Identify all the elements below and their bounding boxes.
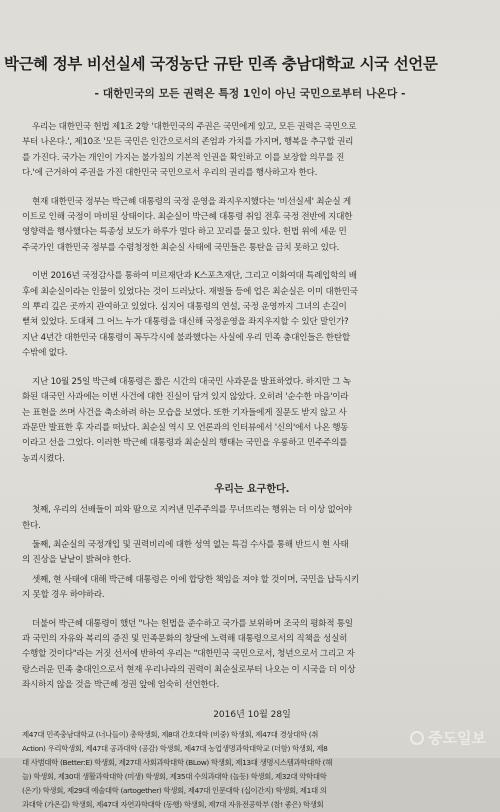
document-body <box>22 120 482 812</box>
text-line: 는 표현을 쓰며 사건을 축소하려 하는 모습을 보였다. 또한 기자들에게 질문도 받지 않고 사 <box>22 407 347 418</box>
text-line: 과문만 발표한 후 자리를 떠났다. 최순실 역시 모 언론과의 인터뷰에서 '신의'에서 나온 행동 <box>22 422 349 433</box>
closing-paragraph <box>22 617 482 694</box>
demands-list <box>22 503 482 603</box>
watermark-logo-icon <box>410 731 424 745</box>
text-line: 를 가진다. 국가는 개인이 가지는 불가침의 기본적 인권을 확인하고 이를 보장할 의무를 진 <box>22 152 345 163</box>
text-line: 지난 10월 25일 박근혜 대통령은 짧은 시간의 대국민 사과문을 발표하였다. 하지만 그 녹 <box>32 376 351 387</box>
statement-paragraph <box>22 120 482 182</box>
text-line: 첫째, 우리의 선배들이 피와 땀으로 지켜낸 민주주의를 무너뜨리는 행위는 더 이상 없어야 <box>32 505 352 516</box>
document-subtitle: - 대한민국의 모든 권력은 특정 1인이 아닌 국민으로부터 나온다 - <box>94 87 406 100</box>
statement-paragraphs <box>22 120 482 467</box>
text-line: 한다. <box>22 520 41 531</box>
text-line: 좌시하지 않을 것을 박근혜 정권 앞에 엄숙히 선언한다. <box>22 680 219 691</box>
text-line: 의 뿌리 깊은 곳까지 관여하고 있었다. 심지어 대통령의 연설, 국정 운영까지 그녀의 손길이 <box>22 302 347 313</box>
text-line: 영향력을 행사했다는 특종성 보도가 하루가 멀다 하고 꼬리를 물고 있다. 헌법 위에 세운 민 <box>22 227 347 238</box>
text-line: 대 사범대학 (Better:E) 학생회, 제27대 사회과학대학 (BLow) 학생회, 제13대 생명시스템과학대학 (해 <box>22 757 332 767</box>
demand-item <box>22 573 482 604</box>
text-line: 둘째, 최순실의 국정개입 및 권력비리에 대한 성역 없는 특검 수사를 통해 반드시 현 사태 <box>32 539 349 550</box>
text-line: 뻗쳐 있었다. 도대체 그 어느 누가 대통령을 대신해 국정운영을 좌지우지할 수 있단 말인가? <box>22 317 349 328</box>
newspaper-watermark <box>410 727 486 748</box>
text-line: 후에 최순실이라는 인물이 있었다는 것이 드러났다. 재벌들 등에 업은 최순실은 이미 대한민국 <box>22 286 358 297</box>
demands-heading: 우리는 요구한다. <box>214 484 290 496</box>
text-line: 부터 나온다.', 제10조 '모든 국민은 인간으로서의 존엄과 가치를 가지며, 행복을 추구할 권리 <box>22 137 354 148</box>
text-line: 이트로 인해 국정이 마비된 상태이다. 최순실이 박근혜 대통령 취임 전후 국정 전반에 지대한 <box>22 212 353 223</box>
text-line: 다.'에 근거하여 주권을 가진 대한민국 국민으로서 우리의 권리를 행사하고자 한다. <box>22 168 318 179</box>
text-line: 수밖에 없다. <box>22 348 68 359</box>
text-line: 농괴시켰다. <box>22 453 65 464</box>
text-line: 의 진상을 낱낱이 밝혀야 한다. <box>22 555 132 566</box>
text-line: 이라고 선을 그었다. 이러한 박근혜 대통령과 최순실의 행태는 국민을 우롱하고 민주주의를 <box>22 438 348 449</box>
text-line: 수행할 것이다"라는 거짓 선서에 반하여 우리는 "대한민국 국민으로서, 청년으로서 그리고 자 <box>22 649 355 660</box>
text-line: 우리는 대한민국 헌법 제1조 2항 '대한민국의 주권은 국민에게 있고, 모든 권력은 국민으로 <box>32 122 357 132</box>
text-line: 제47대 민족충남대학교 (너나들이) 총학생회, 제8대 간호대학 (비중) 학생회, 제47대 경상대학 (취 <box>22 729 319 739</box>
text-line: 늘) 학생회, 제30대 생활과학대학 (미생) 학생회, 제35대 수의과대학 (놀동) 학생회, 제32대 약학대학 <box>22 771 327 781</box>
document-date: 2016년 10월 28일 <box>213 709 291 720</box>
text-line: (온기) 학생회, 제29대 예술대학 (artogether) 학생회, 제47대 인문대학 (십이간지) 학생회, 제1대 의 <box>22 785 327 795</box>
watermark-text: 중도일보 <box>428 729 486 747</box>
text-line: 주국가인 대한민국 정부를 수렴청정한 최순실 사태에 국민들은 통탄을 금치 못하고 있다. <box>22 242 340 253</box>
statement-paragraph <box>22 375 482 467</box>
text-line: 현재 대한민국 정부는 박근혜 대통령의 국정 운영을 좌지우지했다는 '비선실세' 최순실 게 <box>32 196 351 207</box>
text-line: 지난 4년간 대한민국 대통령이 꼭두각시에 불과했다는 사실에 우리 민족 충대인들은 한탄할 <box>22 332 350 343</box>
text-line: 화된 대국민 사과에는 이번 사건에 대한 진실이 담겨 있지 않았다. 오히려 '순수한 마음'이라 <box>22 392 349 403</box>
text-line: 과대학 (가온길) 학생회, 제47대 자연과학대학 (동행) 학생회, 제7대 자유전공학부 (참! 좋은) 학생회 <box>22 799 324 809</box>
text-line: 지 못할 경우 하야하라. <box>22 590 105 601</box>
text-line: Action) 우리학생회, 제47대 공과대학 (공감) 학생회, 제47대 농업생명과학대학교 (더함) 학생회, 제8 <box>22 743 328 753</box>
document-title: 박근혜 정부 비선실세 국정농단 규탄 민족 충남대학교 시국 선언문 <box>4 54 438 73</box>
statement-paragraph <box>22 269 482 361</box>
text-line: 더불어 박근혜 대통령이 했던 "나는 헌법을 준수하고 국가를 보위하며 조국의 평화적 통일 <box>32 618 353 629</box>
text-line: 랑스러운 민족 충대인으로서 현재 우리나라의 권력이 최순실로부터 나오는 이 시국을 더 이상 <box>22 664 356 675</box>
statement-paragraph <box>22 195 482 257</box>
demand-item <box>22 503 482 534</box>
text-line: 셋째, 현 사태에 대해 박근혜 대통령은 이에 합당한 책임을 져야 할 것이며, 국민을 납득시키 <box>32 574 360 585</box>
text-line: 과 국민의 자유와 복리의 증진 및 민족문화의 창달에 노력해 대통령으로서의 직책을 성실히 <box>22 633 348 644</box>
text-line: 이번 2016년 국정감사를 통하여 미르재단과 K스포츠재단, 그리고 이화여대 특례입학의 배 <box>32 271 357 282</box>
demand-item <box>22 538 482 569</box>
